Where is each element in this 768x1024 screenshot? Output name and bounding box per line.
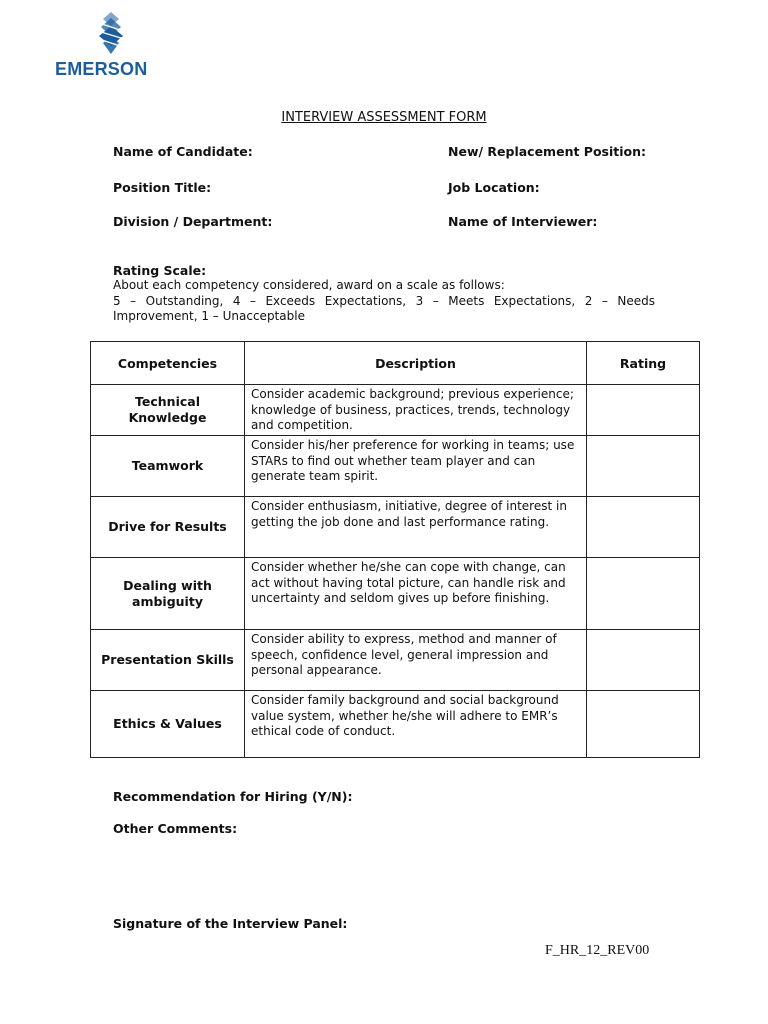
signature-of-interview-panel-label: Signature of the Interview Panel: [113, 916, 348, 931]
job-location-label: Job Location: [448, 180, 540, 195]
column-header-description: Description [245, 342, 587, 385]
position-title-label: Position Title: [113, 180, 212, 195]
rating-scale-text [113, 278, 655, 325]
name-of-candidate-label: Name of Candidate: [113, 144, 253, 159]
column-header-rating: Rating [587, 342, 700, 385]
emerson-logo [55, 12, 167, 79]
competency-name: Dealing with ambiguity [91, 558, 245, 630]
rating-scale-heading: Rating Scale: [113, 263, 207, 278]
table-row [91, 436, 700, 497]
rating-cell[interactable] [587, 497, 700, 558]
other-comments-label: Other Comments: [113, 821, 238, 836]
rating-cell[interactable] [587, 385, 700, 436]
competency-description: Consider ability to express, method and manner of speech, confidence level, general impression and personal appearance. [245, 630, 587, 691]
competency-description: Consider family background and social background value system, whether he/she will adhere to EMR’s ethical code of conduct. [245, 691, 587, 758]
competency-description: Consider whether he/she can cope with change, can act without having total picture, can handle risk and uncertainty and seldom gives up before finishing. [245, 558, 587, 630]
logo-wordmark: EMERSON [55, 59, 148, 79]
name-of-interviewer-label: Name of Interviewer: [448, 214, 598, 229]
competency-description: Consider enthusiasm, initiative, degree of interest in getting the job done and last performance rating. [245, 497, 587, 558]
rating-scale-intro: About each competency considered, award on a scale as follows: [113, 278, 505, 292]
page-title: INTERVIEW ASSESSMENT FORM [281, 110, 487, 125]
table-header-row [91, 342, 700, 385]
competency-description: Consider his/her preference for working in teams; use STARs to find out whether team player and can generate team spirit. [245, 436, 587, 497]
competency-description: Consider academic background; previous experience; knowledge of business, practices, trends, technology and competition. [245, 385, 587, 436]
rating-cell[interactable] [587, 436, 700, 497]
competency-name: Drive for Results [91, 497, 245, 558]
table-row [91, 691, 700, 758]
table-row [91, 497, 700, 558]
rating-scale-values: 5 – Outstanding, 4 – Exceeds Expectations, 3 – Meets Expectations, 2 – Needs Improvement, 1 – Unacceptable [113, 293, 655, 323]
competency-name: Technical Knowledge [91, 385, 245, 436]
table-row [91, 385, 700, 436]
rating-cell[interactable] [587, 558, 700, 630]
competency-name: Ethics & Values [91, 691, 245, 758]
emerson-logo-mark-icon [93, 12, 129, 54]
rating-cell[interactable] [587, 691, 700, 758]
rating-cell[interactable] [587, 630, 700, 691]
column-header-competencies: Competencies [91, 342, 245, 385]
table-row [91, 630, 700, 691]
division-department-label: Division / Department: [113, 214, 273, 229]
new-replacement-position-label: New/ Replacement Position: [448, 144, 647, 159]
recommendation-for-hiring-label: Recommendation for Hiring (Y/N): [113, 789, 353, 804]
competency-name: Presentation Skills [91, 630, 245, 691]
competency-table [90, 341, 700, 758]
table-row [91, 558, 700, 630]
competency-name: Teamwork [91, 436, 245, 497]
form-code: F_HR_12_REV00 [545, 943, 650, 958]
